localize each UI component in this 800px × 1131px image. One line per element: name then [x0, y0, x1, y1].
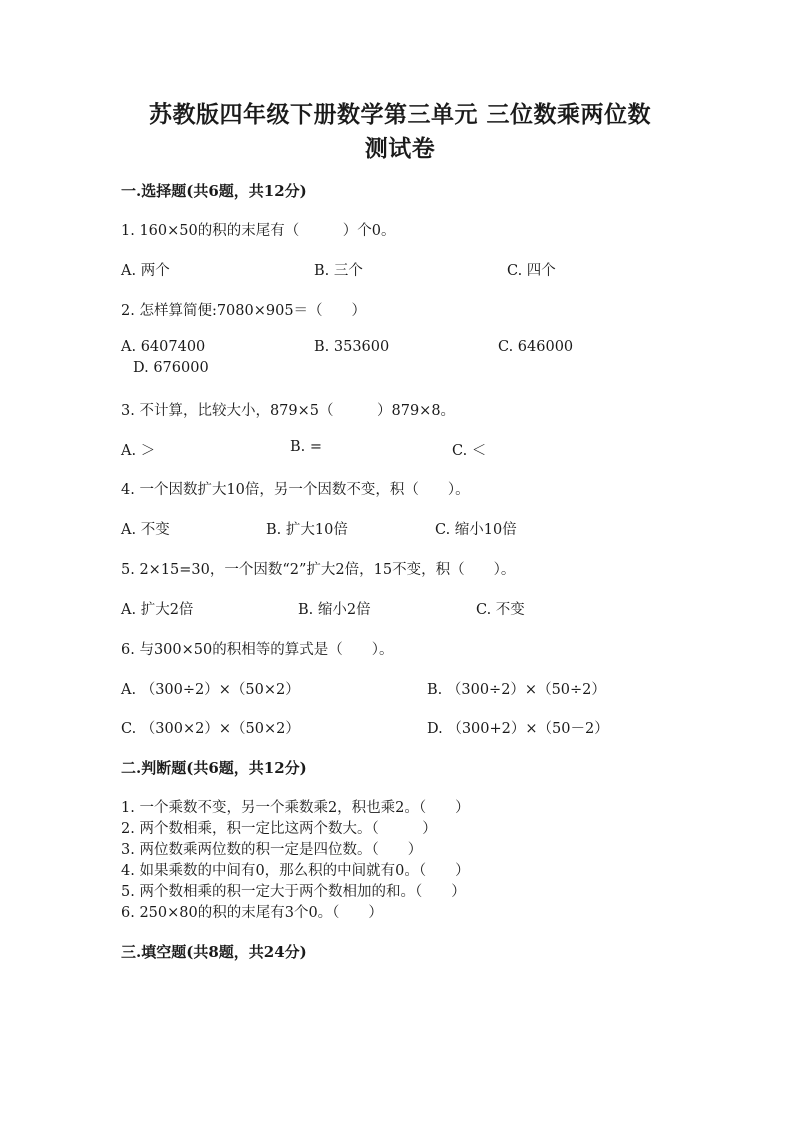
- choice-2-option-d: D. 676000: [133, 360, 209, 376]
- choice-4-option-b: B. 扩大10倍: [266, 522, 348, 538]
- judgment-question-1: 1. 一个乘数不变，另一个乘数乘2，积也乘2。（ ）: [121, 800, 470, 816]
- choice-question-5: 5. 2×15=30，一个因数“2”扩大2倍，15不变，积（ ）。: [121, 562, 516, 578]
- choice-1-option-c: C. 四个: [507, 263, 556, 279]
- judgment-question-3: 3. 两位数乘两位数的积一定是四位数。（ ）: [121, 842, 423, 858]
- choice-6-option-c: C. （300×2）×（50×2）: [121, 721, 300, 737]
- section-heading-fill-blank: 三.填空题(共8题，共24分): [121, 943, 307, 961]
- choice-2-option-b: B. 353600: [314, 339, 390, 355]
- choice-4-option-c: C. 缩小10倍: [435, 522, 517, 538]
- page-title-line-1: 苏教版四年级下册数学第三单元 三位数乘两位数: [148, 101, 651, 128]
- choice-5-option-a: A. 扩大2倍: [121, 602, 194, 618]
- judgment-question-5: 5. 两个数相乘的积一定大于两个数相加的和。（ ）: [121, 884, 466, 900]
- choice-3-option-a: A. ＞: [121, 443, 156, 459]
- section-heading-judgment: 二.判断题(共6题，共12分): [121, 759, 307, 777]
- choice-1-option-b: B. 三个: [314, 263, 363, 279]
- choice-question-3: 3. 不计算，比较大小，879×5（ ）879×8。: [121, 403, 456, 419]
- choice-question-2: 2. 怎样算简便:7080×905＝（ ）: [121, 303, 367, 319]
- section-heading-choice: 一.选择题(共6题，共12分): [121, 182, 307, 200]
- choice-6-option-b: B. （300÷2）×（50÷2）: [427, 682, 606, 698]
- choice-5-option-b: B. 缩小2倍: [298, 602, 371, 618]
- judgment-question-4: 4. 如果乘数的中间有0，那么积的中间就有0。（ ）: [121, 863, 470, 879]
- choice-5-option-c: C. 不变: [476, 602, 525, 618]
- choice-2-option-c: C. 646000: [498, 339, 574, 355]
- choice-question-4: 4. 一个因数扩大10倍，另一个因数不变，积（ ）。: [121, 482, 470, 498]
- choice-1-option-a: A. 两个: [121, 263, 170, 279]
- choice-4-option-a: A. 不变: [121, 522, 170, 538]
- choice-2-option-a: A. 6407400: [121, 339, 206, 355]
- judgment-question-2: 2. 两个数相乘，积一定比这两个数大。（ ）: [121, 821, 437, 837]
- choice-3-option-b: B. =: [290, 439, 323, 455]
- page-title-line-2: 测试卷: [364, 135, 436, 162]
- choice-6-option-a: A. （300÷2）×（50×2）: [121, 682, 300, 698]
- choice-question-1: 1. 160×50的积的末尾有（ ）个0。: [121, 223, 396, 239]
- choice-3-option-c: C. ＜: [452, 443, 487, 459]
- choice-6-option-d: D. （300+2）×（50－2）: [427, 721, 609, 737]
- choice-question-6: 6. 与300×50的积相等的算式是（ ）。: [121, 642, 394, 658]
- judgment-question-6: 6. 250×80的积的末尾有3个0。（ ）: [121, 905, 383, 921]
